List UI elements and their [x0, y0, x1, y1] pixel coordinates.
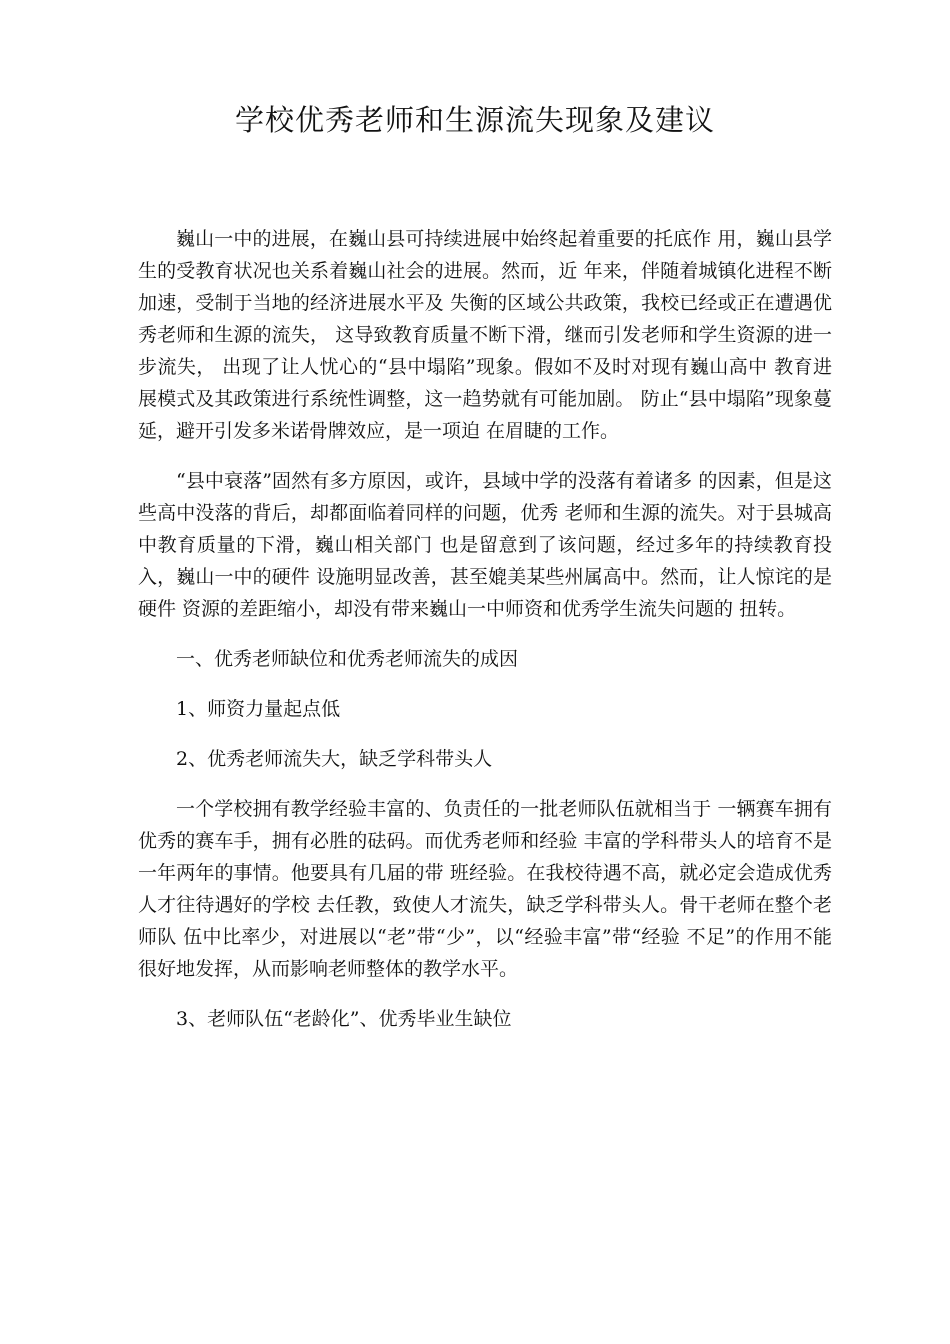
- paragraph-teacher-team: 一个学校拥有教学经验丰富的、负责任的一批老师队伍就相当于 一辆赛车拥有优秀的赛车手，拥有必胜的砝码。而优秀老师和经验 丰富的学科带头人的培育不是一年两年的事情。他要具有几届的带 班经验。在我校待遇不高，就必定会造成优秀人才往待遇好的学校 去任教，致使人才流失，缺乏学科带头人。骨干老师在整个老师队 伍中比率少，对进展以“老”带“少”，以“经验丰富”带“经验 不足”的作用不能很好地发挥，从而影响老师整体的教学水平。: [138, 798, 832, 980]
- document-body: [138, 223, 832, 1035]
- subheading-2: 2、优秀老师流失大，缺乏学科带头人: [176, 748, 493, 770]
- document-title: 学校优秀老师和生源流失现象及建议: [234, 103, 715, 137]
- paragraph-intro: 巍山一中的进展，在巍山县可持续进展中始终起着重要的托底作 用，巍山县学生的受教育状况也关系着巍山社会的进展。然而，近 年来，伴随着城镇化进程不断加速，受制于当地的经济进展水平及 失衡的区域公共政策，我校已经或正在遭遇优秀老师和生源的流失， 这导致教育质量不断下滑，继而引发老师和学生资源的进一步流失， 出现了让人忧心的“县中塌陷”现象。假如不及时对现有巍山高中 教育进展模式及其政策进行系统性调整，这一趋势就有可能加剧。 防止“县中塌陷”现象蔓延，避开引发多米诺骨牌效应，是一项迫 在眉睫的工作。: [138, 228, 832, 442]
- paragraph-county-decline: “县中衰落”固然有多方原因，或许，县域中学的没落有着诸多 的因素，但是这些高中没落的背后，却都面临着同样的问题，优秀 老师和生源的流失。对于县城高中教育质量的下滑，巍山相关部门 也是留意到了该问题，经过多年的持续教育投入，巍山一中的硬件 设施明显改善，甚至媲美某些州属高中。然而，让人惊诧的是硬件 资源的差距缩小，却没有带来巍山一中师资和优秀学生流失问题的 扭转。: [138, 470, 832, 620]
- subheading-3: 3、老师队伍“老龄化”、优秀毕业生缺位: [176, 1008, 512, 1030]
- subheading-1: 1、师资力量起点低: [176, 698, 341, 720]
- section-heading-causes: 一、优秀老师缺位和优秀老师流失的成因: [176, 648, 519, 670]
